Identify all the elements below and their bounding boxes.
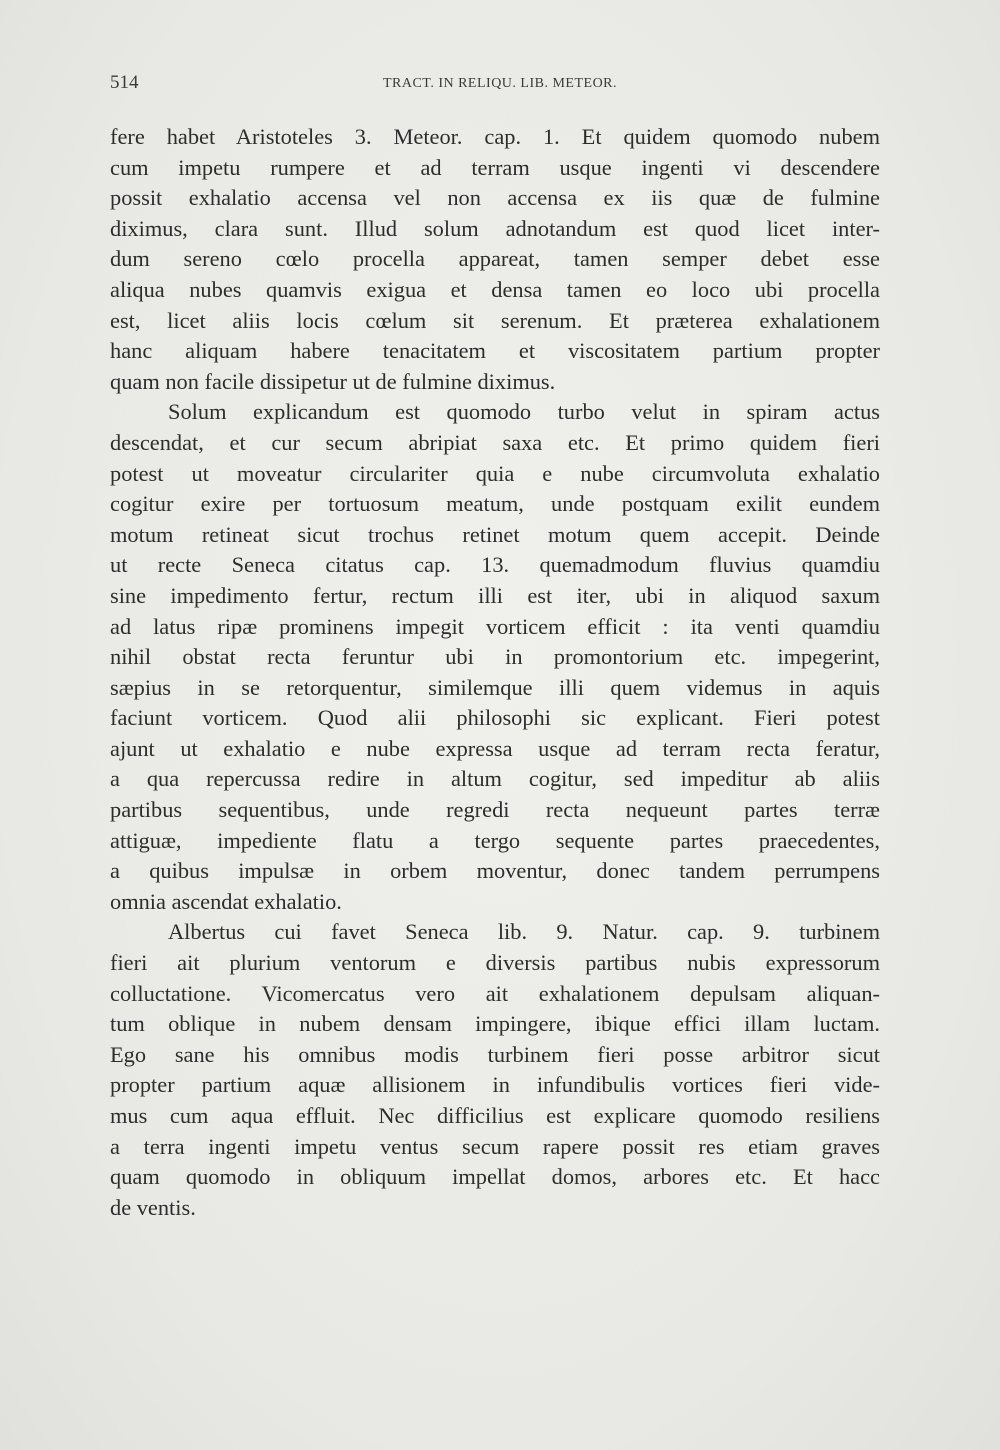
text-line: possit exhalatio accensa vel non accensa ex iis quæ de fulmine — [110, 185, 880, 211]
paragraph — [110, 917, 880, 1223]
running-head — [110, 72, 890, 102]
page-number: 514 — [110, 72, 139, 93]
text-line: dum sereno cœlo procella appareat, tamen semper debet esse — [110, 246, 880, 272]
text-line: nihil obstat recta feruntur ubi in promontorium etc. impegerint, — [110, 644, 880, 670]
text-line: ad latus ripæ prominens impegit vorticem efficit : ita venti quamdiu — [110, 613, 880, 639]
text-line: mus cum aqua effluit. Nec difficilius est explicare quomodo resiliens — [110, 1103, 880, 1128]
text-line: partibus sequentibus, unde regredi recta nequeunt partes terræ — [110, 797, 880, 823]
text-line: aliqua nubes quamvis exigua et densa tamen eo loco ubi procella — [110, 276, 880, 302]
text-line: quam non facile dissipetur ut de fulmine diximus. — [110, 368, 556, 394]
text-line: motum retineat sicut trochus retinet motum quem accepit. Deinde — [110, 521, 880, 547]
text-line: Solum explicandum est quomodo turbo velut in spiram actus — [168, 399, 880, 425]
paragraph — [110, 397, 880, 917]
text-line: Albertus cui favet Seneca lib. 9. Natur. cap. 9. turbinem — [168, 919, 880, 945]
text-line: a qua repercussa redire in altum cogitur, sed impeditur ab aliis — [110, 766, 880, 792]
text-line: tum oblique in nubem densam impingere, ibique effici illam luctam. — [110, 1011, 880, 1037]
text-line: cogitur exire per tortuosum meatum, unde postquam exilit eundem — [110, 491, 880, 517]
text-line: fere habet Aristoteles 3. Meteor. cap. 1. Et quidem quomodo nubem — [110, 124, 880, 149]
text-line: a terra ingenti impetu ventus secum rapere possit res etiam graves — [110, 1133, 880, 1159]
text-line: diximus, clara sunt. Illud solum adnotandum est quod licet inter- — [110, 215, 880, 241]
running-title: TRACT. IN RELIQU. LIB. METEOR. — [382, 76, 618, 91]
paragraph — [110, 122, 880, 397]
text-line: attiguæ, impediente flatu a tergo sequente partes praecedentes, — [110, 827, 880, 853]
text-line: ut recte Seneca citatus cap. 13. quemadmodum fluvius quamdiu — [110, 552, 880, 578]
text-line: omnia ascendat exhalatio. — [110, 888, 342, 914]
text-line: propter partium aquæ allisionem in infundibulis vortices fieri vide- — [110, 1072, 880, 1098]
text-line: ajunt ut exhalatio e nube expressa usque ad terram recta feratur, — [110, 735, 880, 761]
text-line: fieri ait plurium ventorum e diversis partibus nubis expressorum — [110, 950, 880, 976]
text-line: de ventis. — [110, 1194, 196, 1220]
text-line: cum impetu rumpere et ad terram usque ingenti vi descendere — [110, 154, 880, 180]
text-line: a quibus impulsæ in orbem moventur, donec tandem perrumpens — [110, 858, 880, 884]
text-line: quam quomodo in obliquum impellat domos, arbores etc. Et hacc — [110, 1164, 880, 1190]
text-line: potest ut moveatur circulariter quia e nube circumvoluta exhalatio — [110, 460, 880, 486]
text-line: colluctatione. Vicomercatus vero ait exhalationem depulsam aliquan- — [110, 980, 880, 1006]
text-line: est, licet aliis locis cœlum sit serenum. Et præterea exhalationem — [110, 307, 880, 333]
text-line: faciunt vorticem. Quod alii philosophi sic explicant. Fieri potest — [110, 705, 880, 731]
text-line: Ego sane his omnibus modis turbinem fieri posse arbitror sicut — [110, 1041, 880, 1067]
text-line: sine impedimento fertur, rectum illi est iter, ubi in aliquod saxum — [110, 582, 880, 608]
text-line: sæpius in se retorquentur, similemque illi quem videmus in aquis — [110, 674, 880, 700]
body-text — [110, 122, 880, 1223]
text-line: hanc aliquam habere tenacitatem et viscositatem partium propter — [110, 338, 880, 364]
text-line: descendat, et cur secum abripiat saxa etc. Et primo quidem fieri — [110, 429, 880, 455]
